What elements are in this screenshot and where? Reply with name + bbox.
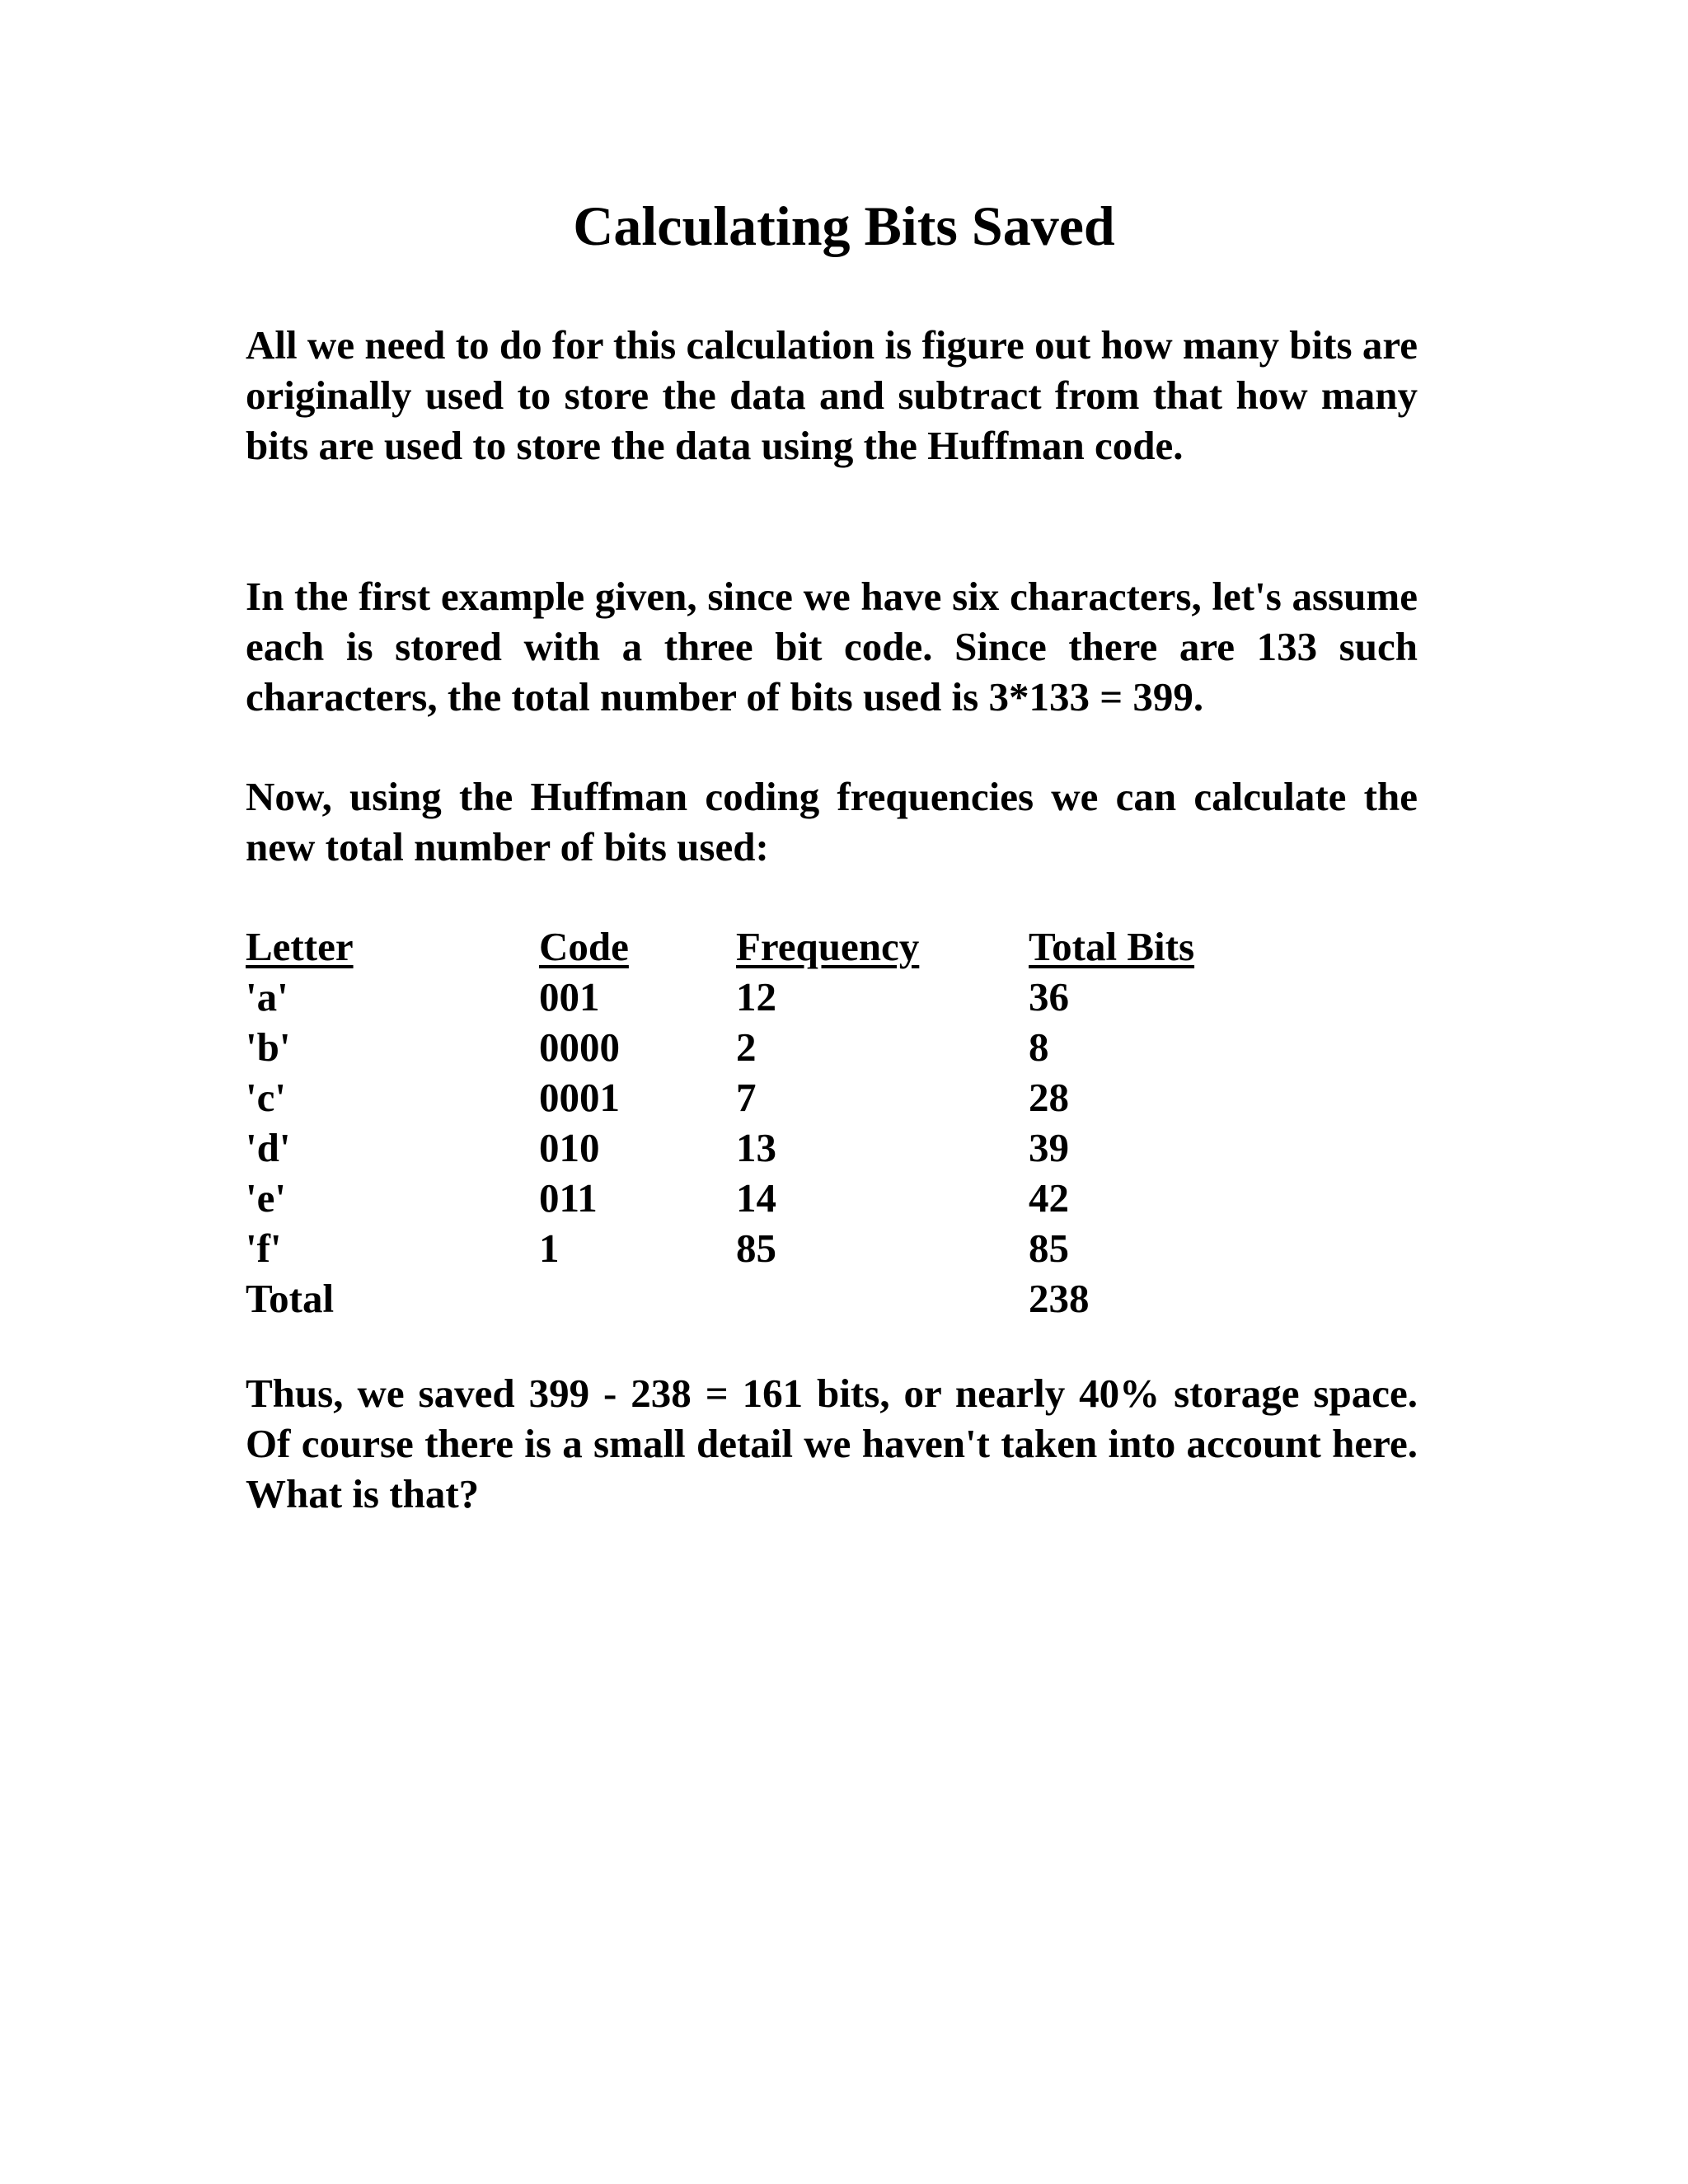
cell-letter: 'e' (246, 1175, 286, 1221)
cell-code: 010 (539, 1125, 600, 1170)
cell-total-bits: 85 (1029, 1226, 1069, 1271)
cell-letter: 'a' (246, 974, 288, 1019)
cell-letter: 'd' (246, 1125, 291, 1170)
conclusion-paragraph: Thus, we saved 399 - 238 = 161 bits, or nearly 40% storage space. Of course there is a small detail we haven't taken into account here. What is that? (246, 1371, 1418, 1516)
cell-letter: 'b' (246, 1024, 291, 1070)
table-row (246, 1122, 1418, 1173)
table-row (246, 1022, 1418, 1072)
cell-total-bits: 36 (1029, 974, 1069, 1019)
page-title: Calculating Bits Saved (573, 194, 1115, 257)
intro-paragraph: All we need to do for this calculation is figure out how many bits are originally used to store the data and subtract from that how many bits are used to store the data using the Huffman code. (246, 322, 1418, 468)
cell-code: 001 (539, 974, 600, 1019)
header-frequency: Frequency (736, 924, 920, 969)
cell-code: 0001 (539, 1075, 620, 1120)
table-header-row (246, 921, 1418, 972)
total-label: Total (246, 1276, 335, 1321)
cell-letter: 'c' (246, 1075, 286, 1120)
cell-total-bits: 8 (1029, 1024, 1049, 1070)
cell-code: 1 (539, 1226, 560, 1271)
header-total-bits: Total Bits (1029, 924, 1195, 969)
header-letter: Letter (246, 924, 354, 969)
table-total-row (246, 1273, 1418, 1324)
huffman-code-table (246, 921, 1418, 1324)
cell-total-bits: 42 (1029, 1175, 1069, 1221)
cell-frequency: 7 (736, 1075, 757, 1120)
total-bits-value: 238 (1029, 1276, 1090, 1321)
cell-frequency: 14 (736, 1175, 776, 1221)
cell-frequency: 13 (736, 1125, 776, 1170)
table-row (246, 1223, 1418, 1273)
cell-code: 011 (539, 1175, 598, 1221)
cell-frequency: 85 (736, 1226, 776, 1271)
cell-total-bits: 28 (1029, 1075, 1069, 1120)
cell-frequency: 12 (736, 974, 776, 1019)
first-example-paragraph: In the first example given, since we have six characters, let's assume each is stored with a three bit code. Since there are 133 such characters, the total number of bits used is 3*133 = 399. (246, 574, 1418, 719)
huffman-intro-paragraph: Now, using the Huffman coding frequencies we can calculate the new total number of bits used: (246, 774, 1418, 869)
cell-frequency: 2 (736, 1024, 757, 1070)
cell-letter: 'f' (246, 1226, 282, 1271)
table-row (246, 972, 1418, 1022)
header-code: Code (539, 924, 629, 969)
cell-code: 0000 (539, 1024, 620, 1070)
table-row (246, 1072, 1418, 1122)
cell-total-bits: 39 (1029, 1125, 1069, 1170)
table-row (246, 1173, 1418, 1223)
